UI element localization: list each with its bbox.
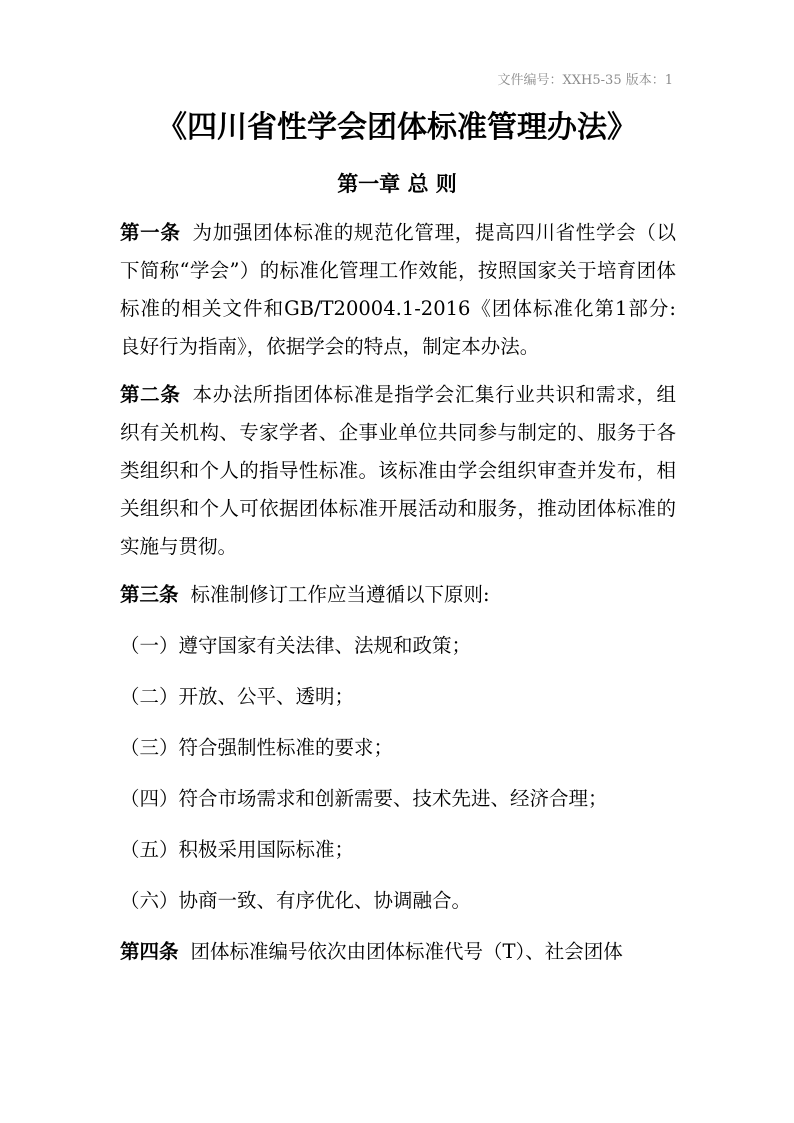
- article-text: 标准制修订工作应当遵循以下原则:: [190, 583, 490, 606]
- article-label: 第一条: [120, 221, 181, 244]
- document-body: [120, 214, 676, 981]
- article-3: [120, 576, 676, 614]
- principle-item: （三）符合强制性标准的要求；: [120, 736, 394, 759]
- principle-item: （四）符合市场需求和创新需要、技术先进、经济合理；: [120, 787, 608, 810]
- article-1: [120, 214, 676, 366]
- principle-item: （五）积极采用国际标准；: [120, 838, 355, 861]
- chapter-heading: 第一章 总 则: [337, 172, 457, 196]
- page-title: 《四川省性学会团体标准管理办法》: [157, 110, 637, 145]
- article-label: 第四条: [120, 940, 179, 963]
- article-4: [120, 933, 676, 971]
- principle-item: （一）遵守国家有关法律、法规和政策；: [120, 634, 472, 657]
- article-label: 第二条: [120, 383, 181, 406]
- article-2: [120, 376, 676, 566]
- article-text: 为加强团体标准的规范化管理，提高四川省性学会（以下简称“学会”）的标准化管理工作效能，按照国家关于培育团体标准的相关文件和GB/T20004.1-2016《团体标准化第1部分:良好行为指南》，依据学会的特点，制定本办法。: [120, 221, 676, 358]
- document-number: 文件编号：XXH5-35 版本：1: [497, 73, 673, 88]
- article-text: 本办法所指团体标准是指学会汇集行业共识和需求，组织有关机构、专家学者、企事业单位共同参与制定的、服务于各类组织和个人的指导性标准。该标准由学会组织审查并发布，相关组织和个人可依据团体标准开展活动和服务，推动团体标准的实施与贯彻。: [120, 383, 676, 558]
- article-text: 团体标准编号依次由团体标准代号（T）、社会团体: [190, 940, 623, 963]
- principle-item: （六）协商一致、有序优化、协调融合。: [120, 889, 472, 912]
- article-label: 第三条: [120, 583, 179, 606]
- principle-item: （二）开放、公平、透明；: [120, 685, 355, 708]
